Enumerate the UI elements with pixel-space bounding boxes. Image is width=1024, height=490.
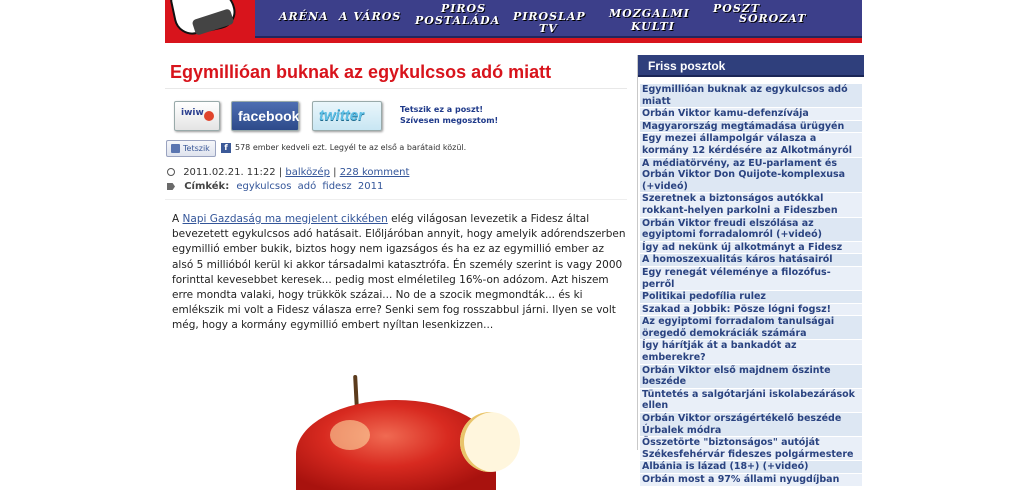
like-count-text: 578 ember kedveli ezt. Legyél te az első a barátaid közül.	[235, 143, 467, 152]
post-body	[172, 212, 627, 334]
like-button-label: Tetszik	[183, 144, 210, 153]
post-title[interactable]: Egymillióan buknak az egykulcsos adó miatt	[170, 62, 552, 82]
nav-mozgalmi[interactable]: MOZGALMI	[609, 7, 690, 20]
site-logo[interactable]	[165, 0, 255, 43]
recent-post-link[interactable]: Összetörte "biztonságos" autóját Székesfehérvár fideszes polgármestere	[640, 437, 862, 461]
nav-tv[interactable]: TV	[539, 22, 558, 35]
nav-piroslap[interactable]: PIROSLAP	[513, 10, 586, 23]
recent-post-link[interactable]: Egy renegát véleménye a filozófus-perről	[640, 267, 862, 291]
post-datetime: 2011.02.21. 11:22	[183, 167, 276, 178]
facebook-like-button[interactable]	[166, 140, 216, 157]
post-comments-link[interactable]: 228 komment	[339, 167, 410, 178]
recent-post-link[interactable]: Orbán most a 97% állami nyugdíjban	[640, 474, 862, 487]
header-divider	[165, 38, 862, 43]
recent-post-link[interactable]: Így ad nekünk új alkotmányt a Fidesz	[640, 242, 862, 255]
clock-icon	[167, 168, 175, 176]
nav-sorozat[interactable]: SOROZAT	[739, 12, 807, 25]
tag-link[interactable]: adó	[297, 181, 317, 192]
iwiw-label: iwiw	[181, 108, 204, 118]
share-twitter-button[interactable]	[312, 101, 382, 131]
recent-post-link[interactable]: Tüntetés a salgótarjáni iskolabezárások ellen	[640, 389, 862, 413]
nav-kulti[interactable]: KULTI	[631, 20, 675, 33]
recent-post-link[interactable]: Szakad a Jobbik: Pösze lógni fogsz!	[640, 304, 862, 317]
post-tags	[167, 181, 386, 192]
meta-divider	[165, 199, 627, 200]
nav-a-varos[interactable]: A VÁROS	[339, 10, 402, 23]
facebook-icon: f	[221, 143, 231, 153]
title-divider	[165, 88, 627, 89]
recent-post-link[interactable]: Orbán Viktor kamu-defenzívája	[640, 108, 862, 121]
meta-separator: |	[278, 167, 283, 178]
tags-label: Címkék:	[184, 181, 230, 192]
iwiw-icon	[204, 111, 214, 121]
share-prompt-line2: Szívesen megosztom!	[400, 116, 499, 125]
recent-post-link[interactable]: Szeretnek a biztonságos autókkal rokkant-helyen parkolni a Fideszben	[640, 193, 862, 217]
tag-link[interactable]: egykulcsos	[236, 181, 292, 192]
tag-icon	[167, 183, 175, 190]
body-text: elég világosan levezetik a Fidesz által bevezetett egykulcsos adó hatásait. Előljáróban annyit, hogy amelyik adórendszerben egymillió ember bukik, biztos hogy nem igazságos és ha ez az egymillió ember az alsó 5 millióból kerül ki akkor társadalmi katasztrófa. Én személy szerint is vagy 2000 forinttal kevesebbet keresek... pedig most elméletileg 16%-on adózom. Azt hiszem erre mondta valaki, hogy trükkök százai... No de a szocik megmondták... és ki emlékszik mi volt a Fidesz válasza erre? Senki sem fog rosszabbul járni. Ilyen se volt még, hogy a kormány egymillió embert nyíltan lesenkizzen...	[172, 213, 626, 332]
recent-post-link[interactable]: Egymillióan buknak az egykulcsos adó miatt	[640, 84, 862, 108]
meta-separator: |	[333, 167, 337, 178]
post-author-link[interactable]: balközép	[285, 167, 330, 178]
apple-highlight	[330, 420, 370, 450]
share-facebook-button[interactable]	[231, 101, 299, 131]
recent-post-link[interactable]: Az egyiptomi forradalom tanulságai öregedő demokráciák számára	[640, 316, 862, 340]
share-prompt	[400, 104, 498, 126]
recent-post-link[interactable]: A homoszexualitás káros hatásairól	[640, 254, 862, 267]
recent-post-link[interactable]: Egy mezei állampolgár válasza a kormány 12 kérdésére az Alkotmányról	[640, 133, 862, 157]
facebook-label: facebook	[238, 108, 300, 124]
recent-post-link[interactable]: Orbán Viktor freudi elszólása az egyiptomi forradalomról (+videó)	[640, 218, 862, 242]
site-header	[165, 0, 862, 43]
recent-post-link[interactable]: Orbán Viktor országértékelő beszéde Úrbalek módra	[640, 413, 862, 437]
recent-post-link[interactable]: A médiatörvény, az EU-parlament és Orbán Viktor Don Quijote-komplexusa (+videó)	[640, 158, 862, 194]
sidebar-title: Friss posztok	[648, 59, 726, 73]
nav-piros-label[interactable]: PIROS	[441, 2, 487, 15]
nav-postalada[interactable]: POSTALÁDA	[415, 14, 501, 27]
recent-posts-list	[640, 84, 862, 487]
recent-post-link[interactable]: Így hárítják át a bankadót az emberekre?	[640, 340, 862, 364]
source-article-link[interactable]: Napi Gazdaság ma megjelent cikkében	[182, 213, 388, 225]
body-prefix: A	[172, 213, 183, 225]
recent-post-link[interactable]: Magyarország megtámadása ürügyén	[640, 121, 862, 134]
twitter-label: twitter	[319, 107, 364, 124]
main-nav	[255, 0, 862, 38]
nav-poszt[interactable]: POSZT	[713, 2, 761, 15]
apple-bite	[460, 412, 520, 472]
recent-post-link[interactable]: Orbán Viktor első majdnem őszinte beszéde	[640, 365, 862, 389]
thumbs-up-icon	[171, 144, 180, 153]
recent-post-link[interactable]: Albánia is lázad (18+) (+videó)	[640, 461, 862, 474]
tag-link[interactable]: fidesz	[322, 181, 352, 192]
tag-link[interactable]: 2011	[357, 181, 384, 192]
recent-post-link[interactable]: Politikai pedofília rulez	[640, 291, 862, 304]
nav-arena[interactable]: ARÉNA	[279, 10, 329, 23]
sidebar-header	[638, 55, 864, 77]
share-prompt-line1: Tetszik ez a poszt!	[400, 105, 484, 114]
sidebar	[637, 55, 863, 485]
share-iwiw-button[interactable]	[174, 101, 220, 131]
post-meta	[167, 167, 409, 178]
